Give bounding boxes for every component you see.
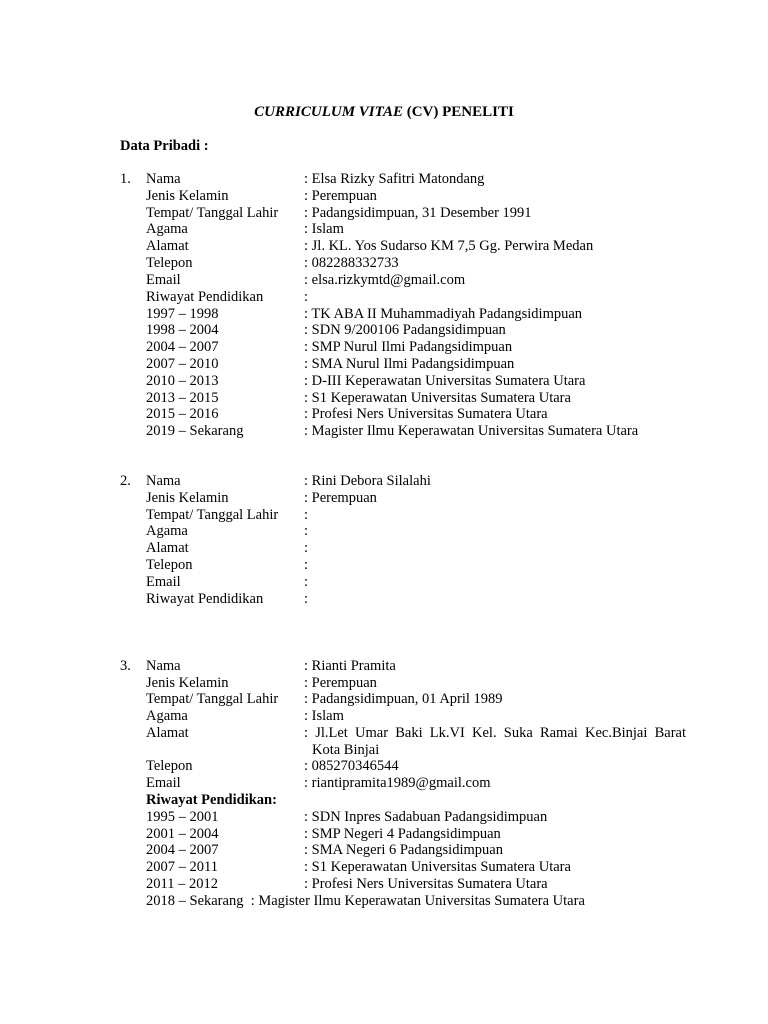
field-value: : 085270346544 — [304, 758, 399, 774]
field-label: 1997 – 1998 — [146, 306, 219, 322]
field-value: : SMP Nurul Ilmi Padangsidimpuan — [304, 339, 513, 355]
field-value: : Rini Debora Silalahi — [304, 473, 431, 489]
field-label: 2004 – 2007 — [146, 339, 219, 355]
field-label: 2013 – 2015 — [146, 390, 219, 406]
field-value: : — [304, 557, 309, 573]
field-label: Agama — [146, 523, 188, 539]
field-value: : elsa.rizkymtd@gmail.com — [304, 272, 466, 288]
title-rest: (CV) PENELITI — [402, 104, 514, 120]
field-value: : Padangsidimpuan, 01 April 1989 — [304, 691, 503, 707]
field-value: : SMA Negeri 6 Padangsidimpuan — [304, 842, 503, 858]
field-label: 2007 – 2010 — [146, 356, 219, 372]
field-label: Alamat — [146, 725, 189, 741]
title-italic: CURRICULUM VITAE — [254, 104, 403, 120]
field-label: 2010 – 2013 — [146, 373, 219, 389]
field-value: : Rianti Pramita — [304, 658, 396, 674]
field-value: : Perempuan — [304, 490, 377, 506]
field-label: 1995 – 2001 — [146, 809, 219, 825]
field-label: 2004 – 2007 — [146, 842, 219, 858]
field-value: : — [304, 540, 309, 556]
field-label: Telepon — [146, 557, 193, 573]
field-label: Tempat/ Tanggal Lahir — [146, 205, 279, 221]
field-label: 2019 – Sekarang — [146, 423, 244, 439]
field-label: 2011 – 2012 — [146, 876, 218, 892]
field-label: Nama — [146, 473, 181, 489]
field-label: Nama — [146, 171, 181, 187]
field-value: : SDN Inpres Sadabuan Padangsidimpuan — [304, 809, 548, 825]
field-label: Nama — [146, 658, 181, 674]
field-label: Alamat — [146, 238, 189, 254]
field-value: : S1 Keperawatan Universitas Sumatera Utara — [304, 859, 571, 875]
field-value: : Profesi Ners Universitas Sumatera Utara — [304, 406, 548, 422]
field-value: : Perempuan — [304, 188, 377, 204]
field-label: Jenis Kelamin — [146, 188, 229, 204]
inline-education-row: 2018 – Sekarang : Magister Ilmu Keperawatan Universitas Sumatera Utara — [146, 893, 585, 909]
field-label: Telepon — [146, 758, 193, 774]
field-label: Tempat/ Tanggal Lahir — [146, 691, 279, 707]
field-label: Email — [146, 574, 181, 590]
field-label: Jenis Kelamin — [146, 675, 229, 691]
field-value: : 082288332733 — [304, 255, 399, 271]
field-label: 1998 – 2004 — [146, 322, 219, 338]
address-continuation: Kota Binjai — [312, 742, 380, 758]
field-label: Agama — [146, 708, 188, 724]
field-label: Telepon — [146, 255, 193, 271]
section-heading: Data Pribadi : — [120, 138, 209, 154]
field-value: : S1 Keperawatan Universitas Sumatera Utara — [304, 390, 571, 406]
field-label: Agama — [146, 221, 188, 237]
field-label: Riwayat Pendidikan — [146, 591, 264, 607]
field-value: : — [304, 289, 309, 305]
person-number: 2. — [120, 473, 131, 489]
field-value: : TK ABA II Muhammadiyah Padangsidimpuan — [304, 306, 583, 322]
field-label: Email — [146, 775, 181, 791]
field-value: : — [304, 507, 309, 523]
field-label: 2015 – 2016 — [146, 406, 219, 422]
field-label: 2007 – 2011 — [146, 859, 218, 875]
field-label: Tempat/ Tanggal Lahir — [146, 507, 279, 523]
person-number: 1. — [120, 171, 131, 187]
field-value: : Padangsidimpuan, 31 Desember 1991 — [304, 205, 532, 221]
field-value: : Magister Ilmu Keperawatan Universitas Sumatera Utara — [304, 423, 639, 439]
field-value: : riantipramita1989@gmail.com — [304, 775, 491, 791]
field-label: 2001 – 2004 — [146, 826, 219, 842]
field-value: : — [304, 523, 309, 539]
field-label: Alamat — [146, 540, 189, 556]
field-value: : Perempuan — [304, 675, 377, 691]
field-value: : Elsa Rizky Safitri Matondang — [304, 171, 485, 187]
field-value: : — [304, 574, 309, 590]
field-value: : Islam — [304, 708, 344, 724]
field-value: : Islam — [304, 221, 344, 237]
person-number: 3. — [120, 658, 131, 674]
field-value: : Profesi Ners Universitas Sumatera Utara — [304, 876, 548, 892]
field-label: Jenis Kelamin — [146, 490, 229, 506]
field-label: Email — [146, 272, 181, 288]
field-label: Riwayat Pendidikan: — [146, 792, 277, 808]
field-value: : SDN 9/200106 Padangsidimpuan — [304, 322, 506, 338]
field-value: : D-III Keperawatan Universitas Sumatera Utara — [304, 373, 586, 389]
field-value: : SMP Negeri 4 Padangsidimpuan — [304, 826, 501, 842]
field-value: : — [304, 591, 309, 607]
field-value: : Jl. KL. Yos Sudarso KM 7,5 Gg. Perwira Medan — [304, 238, 594, 254]
document-title — [0, 103, 768, 121]
field-label: Riwayat Pendidikan — [146, 289, 264, 305]
field-value: : Jl.Let Umar Baki Lk.VI Kel. Suka Ramai Kec.Binjai Barat — [304, 725, 686, 741]
field-value: : SMA Nurul Ilmi Padangsidimpuan — [304, 356, 515, 372]
